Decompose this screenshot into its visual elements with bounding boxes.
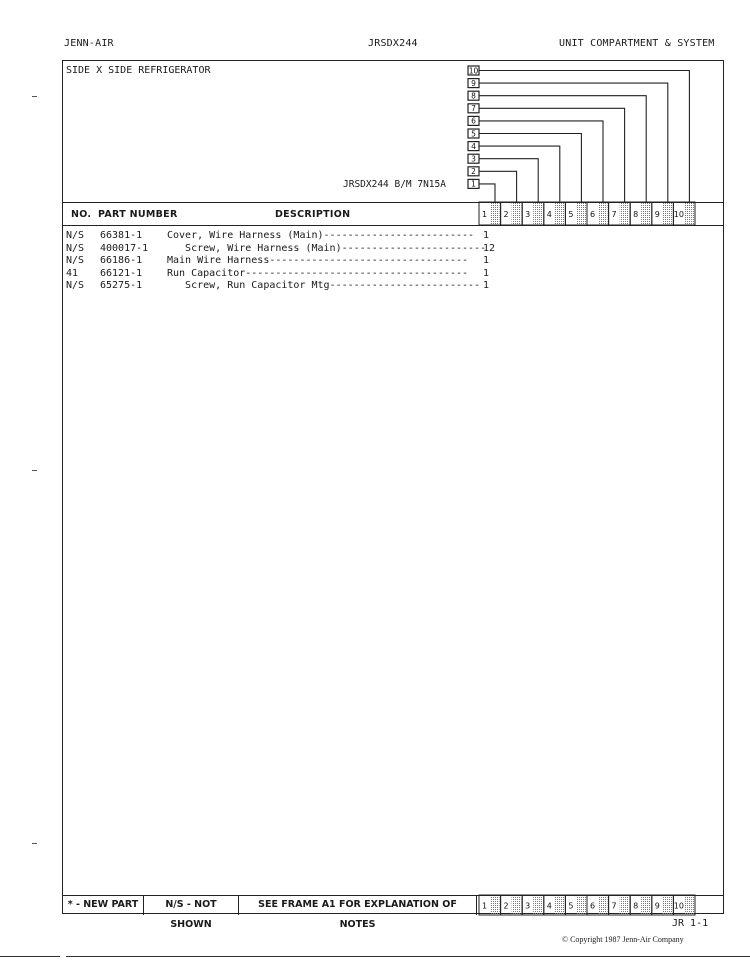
- item-number: N/S: [66, 242, 85, 254]
- margin-mark: [32, 470, 37, 471]
- column-number-label: 7: [611, 901, 617, 911]
- callout-label: 1: [471, 179, 476, 189]
- callout-label: 9: [471, 78, 476, 88]
- callout-leader: [468, 154, 538, 202]
- column-number-label: 2: [503, 210, 509, 219]
- margin-mark: [32, 96, 37, 97]
- header-model: JRSDX244: [368, 38, 418, 49]
- callout-label: 4: [471, 141, 476, 151]
- callout-label: 3: [471, 154, 476, 164]
- callout-leader: [468, 129, 581, 202]
- column-number-label: 9: [654, 901, 660, 911]
- callout-label: 5: [471, 129, 476, 139]
- bill-of-material: JRSDX244 B/M 7N15A: [343, 179, 446, 190]
- callout-leader: [468, 104, 625, 202]
- quantity: 12: [483, 242, 496, 254]
- callout-label: 2: [471, 167, 476, 177]
- callout-columns-footer: [479, 895, 695, 915]
- bottom-rule: [66, 956, 750, 957]
- divider: [63, 202, 723, 203]
- copyright: © Copyright 1987 Jenn-Air Company: [562, 935, 684, 944]
- column-number-label: 6: [589, 901, 596, 911]
- callout-diagram: [63, 61, 725, 915]
- part-number: 66186-1: [100, 255, 143, 266]
- quantity: 1: [483, 255, 490, 266]
- item-number: N/S: [66, 230, 85, 241]
- frame-title: SIDE X SIDE REFRIGERATOR: [66, 65, 211, 76]
- quantity: 1: [483, 267, 490, 279]
- header-brand: JENN-AIR: [64, 38, 114, 49]
- column-number-label: 6: [589, 210, 596, 219]
- part-description: Main Wire Harness---------------------------------: [167, 255, 469, 266]
- column-number-label: 4: [546, 901, 552, 911]
- divider: [63, 225, 723, 226]
- part-description: Screw, Wire Harness (Main)------------------------: [167, 242, 487, 254]
- callout-label: 6: [471, 116, 476, 126]
- column-header-part-number: PART NUMBER: [98, 209, 178, 220]
- column-number-label: 3: [525, 901, 531, 911]
- quantity: 1: [483, 230, 490, 241]
- header-section: UNIT COMPARTMENT & SYSTEM: [559, 38, 715, 49]
- part-number: 65275-1: [100, 280, 143, 291]
- item-number: 41: [66, 267, 79, 279]
- callout-label: 10: [468, 66, 479, 76]
- item-number: N/S: [66, 280, 85, 291]
- part-number: 66381-1: [100, 230, 143, 241]
- footer-not-shown: N/S - NOT SHOWN: [144, 895, 239, 915]
- callout-label: 7: [471, 104, 476, 114]
- footer-see-frame: SEE FRAME A1 FOR EXPLANATION OF NOTES: [239, 895, 477, 915]
- bottom-rule: [0, 956, 60, 957]
- part-number: 400017-1: [100, 242, 149, 254]
- column-number-label: 7: [611, 210, 617, 219]
- column-number-label: 10: [673, 901, 684, 911]
- part-description: Cover, Wire Harness (Main)-------------------------: [167, 230, 475, 241]
- column-number-label: 4: [546, 210, 552, 219]
- callout-leader: [468, 79, 668, 202]
- page-number: JR 1-1: [672, 918, 709, 929]
- column-number-label: 8: [633, 901, 639, 911]
- quantity: 1: [483, 280, 490, 291]
- column-number-label: 1: [481, 210, 488, 219]
- part-description: Screw, Run Capacitor Mtg-------------------------: [167, 280, 481, 291]
- column-number-label: 1: [481, 901, 488, 911]
- column-number-label: 9: [654, 210, 660, 219]
- column-number-label: 10: [673, 210, 684, 219]
- callout-columns-header: [479, 202, 695, 225]
- callout-label: 8: [471, 91, 476, 101]
- item-number: N/S: [66, 255, 85, 266]
- column-number-label: 8: [633, 210, 639, 219]
- column-header-description: DESCRIPTION: [275, 209, 351, 220]
- column-number-label: 3: [525, 210, 531, 219]
- column-number-label: 5: [568, 210, 574, 219]
- column-number-label: 2: [503, 901, 509, 911]
- footer-new-part: * - NEW PART: [63, 895, 144, 915]
- margin-mark: [32, 843, 37, 844]
- column-number-label: 5: [568, 901, 574, 911]
- part-number: 66121-1: [100, 267, 143, 279]
- part-description: Run Capacitor-------------------------------------: [167, 267, 469, 279]
- callout-leader: [468, 179, 495, 202]
- column-header-no: NO.: [71, 209, 92, 220]
